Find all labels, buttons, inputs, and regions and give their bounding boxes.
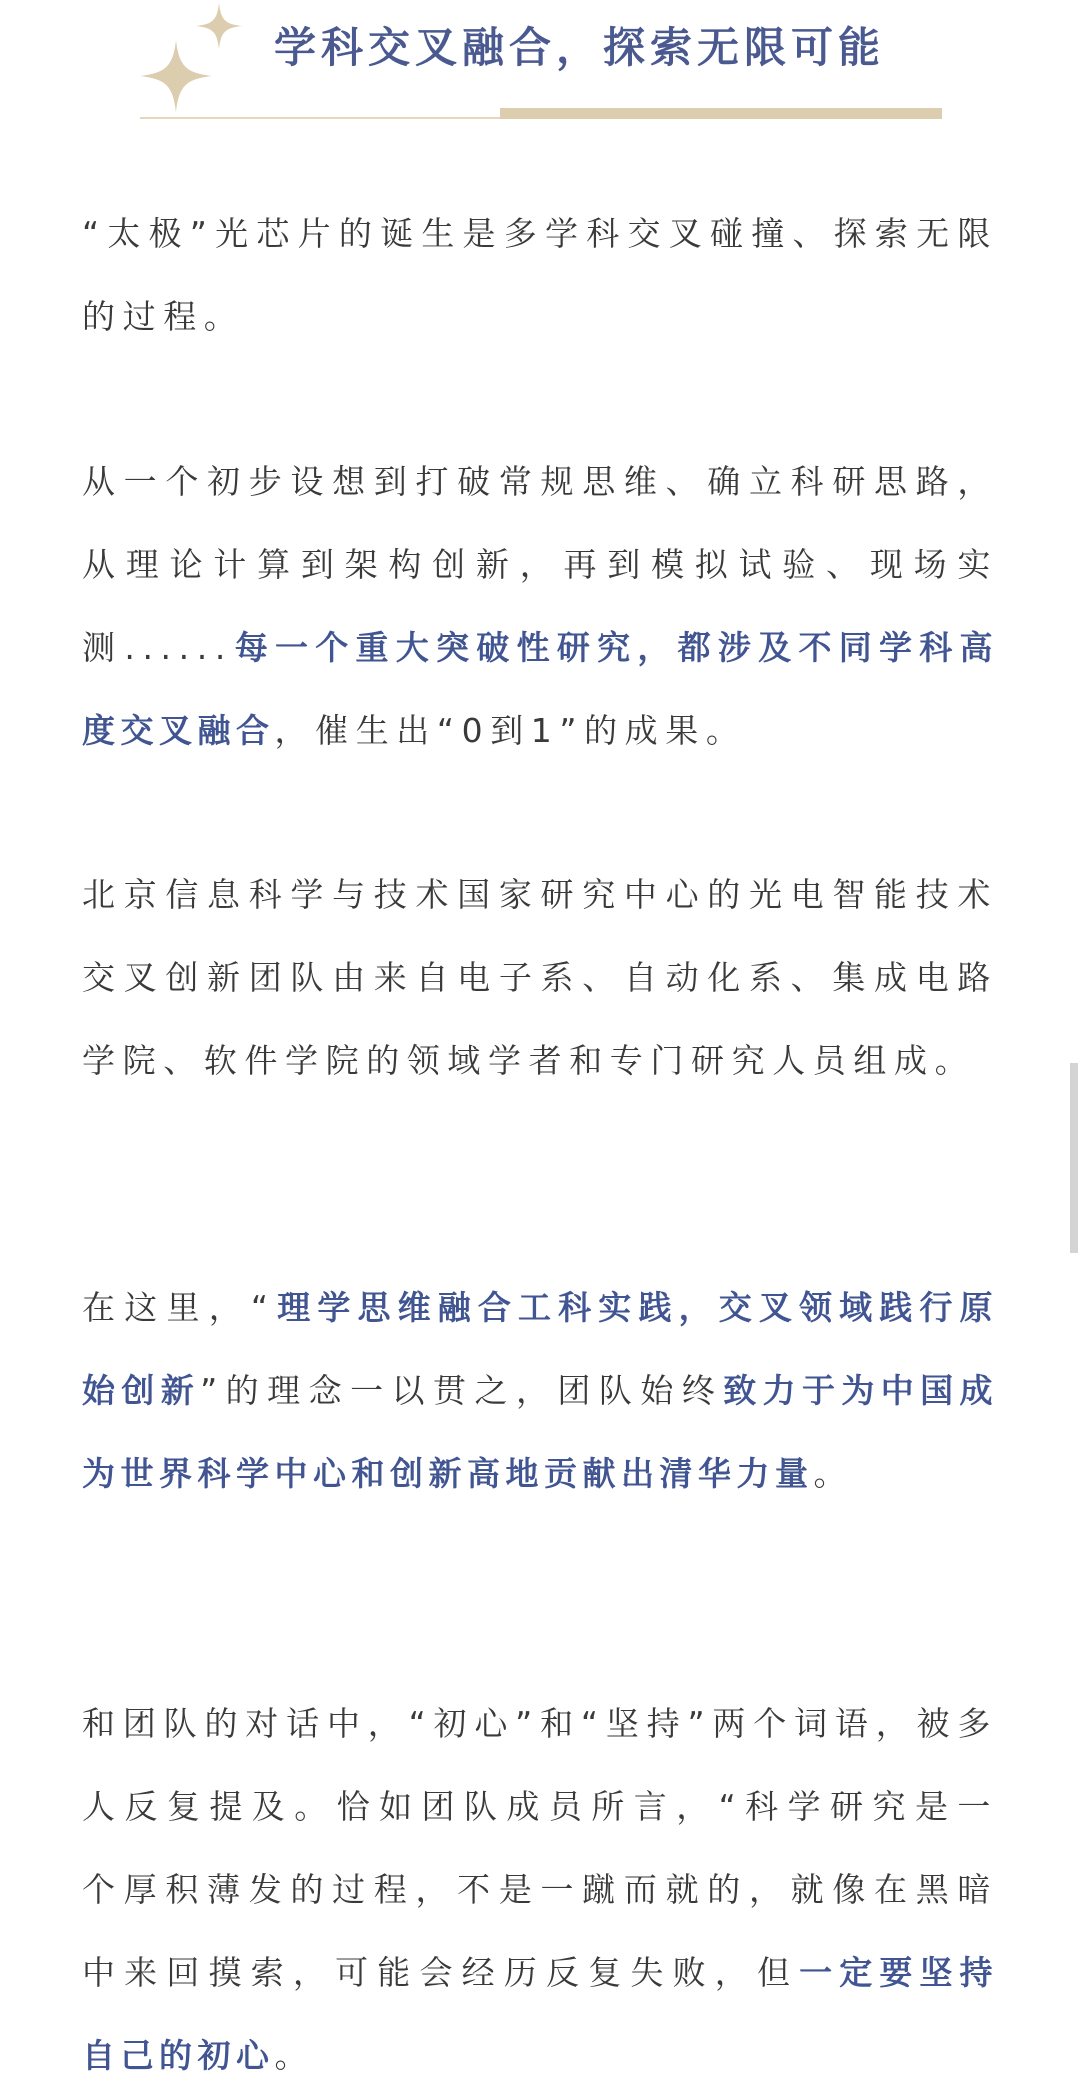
paragraph-1 bbox=[82, 192, 998, 358]
header-divider-thin bbox=[140, 117, 502, 119]
text-segment: 从一个初步设想到打破常规思维、确立科研思路，从理论计算到架构创新，再到模拟试验、现场实测...... bbox=[82, 462, 998, 667]
highlight-text: 每一个重大突破性研究，都涉及不同学科高度交叉融合 bbox=[82, 628, 999, 750]
section-header bbox=[0, 0, 1078, 125]
highlight-text: 致力于为中国成为世界科学中心和创新高地贡献出清华力量 bbox=[82, 1371, 999, 1493]
paragraph-5 bbox=[82, 1682, 998, 2097]
section-title: 学科交叉融合，探索无限可能 bbox=[274, 23, 886, 72]
scrollbar-thumb[interactable] bbox=[1070, 1063, 1078, 1253]
highlight-text: 理学思维融合工科实践，交叉领域践行原始创新 bbox=[82, 1288, 998, 1410]
highlight-text: 一定要坚持自己的初心 bbox=[82, 1953, 998, 2075]
header-divider-thick bbox=[500, 108, 942, 119]
paragraph-4 bbox=[82, 1266, 998, 1515]
text-segment: “太极”光芯片的诞生是多学科交叉碰撞、探索无限的过程。 bbox=[82, 214, 998, 336]
text-segment: 在这里，“ bbox=[82, 1288, 276, 1327]
paragraph-3 bbox=[82, 853, 998, 1102]
text-segment: 和团队的对话中，“初心”和“坚持”两个词语，被多人反复提及。恰如团队成员所言，“科学研究是一个厚积薄发的过程，不是一蹴而就的，就像在黑暗中来回摸索，可能会经历反复失败，但 bbox=[82, 1704, 998, 1992]
sparkle-star-small-icon bbox=[196, 3, 242, 49]
text-segment: ，催生出“0到1”的成果。 bbox=[274, 711, 747, 750]
sparkle-star-large-icon bbox=[140, 40, 212, 112]
text-segment: 。 bbox=[813, 1454, 855, 1493]
paragraph-2 bbox=[82, 440, 998, 772]
text-segment: ”的理念一以贯之，团队始终 bbox=[200, 1371, 724, 1410]
text-segment: 北京信息科学与技术国家研究中心的光电智能技术交叉创新团队由来自电子系、自动化系、集成电路学院、软件学院的领域学者和专门研究人员组成。 bbox=[82, 875, 998, 1080]
text-segment: 。 bbox=[274, 2036, 316, 2075]
